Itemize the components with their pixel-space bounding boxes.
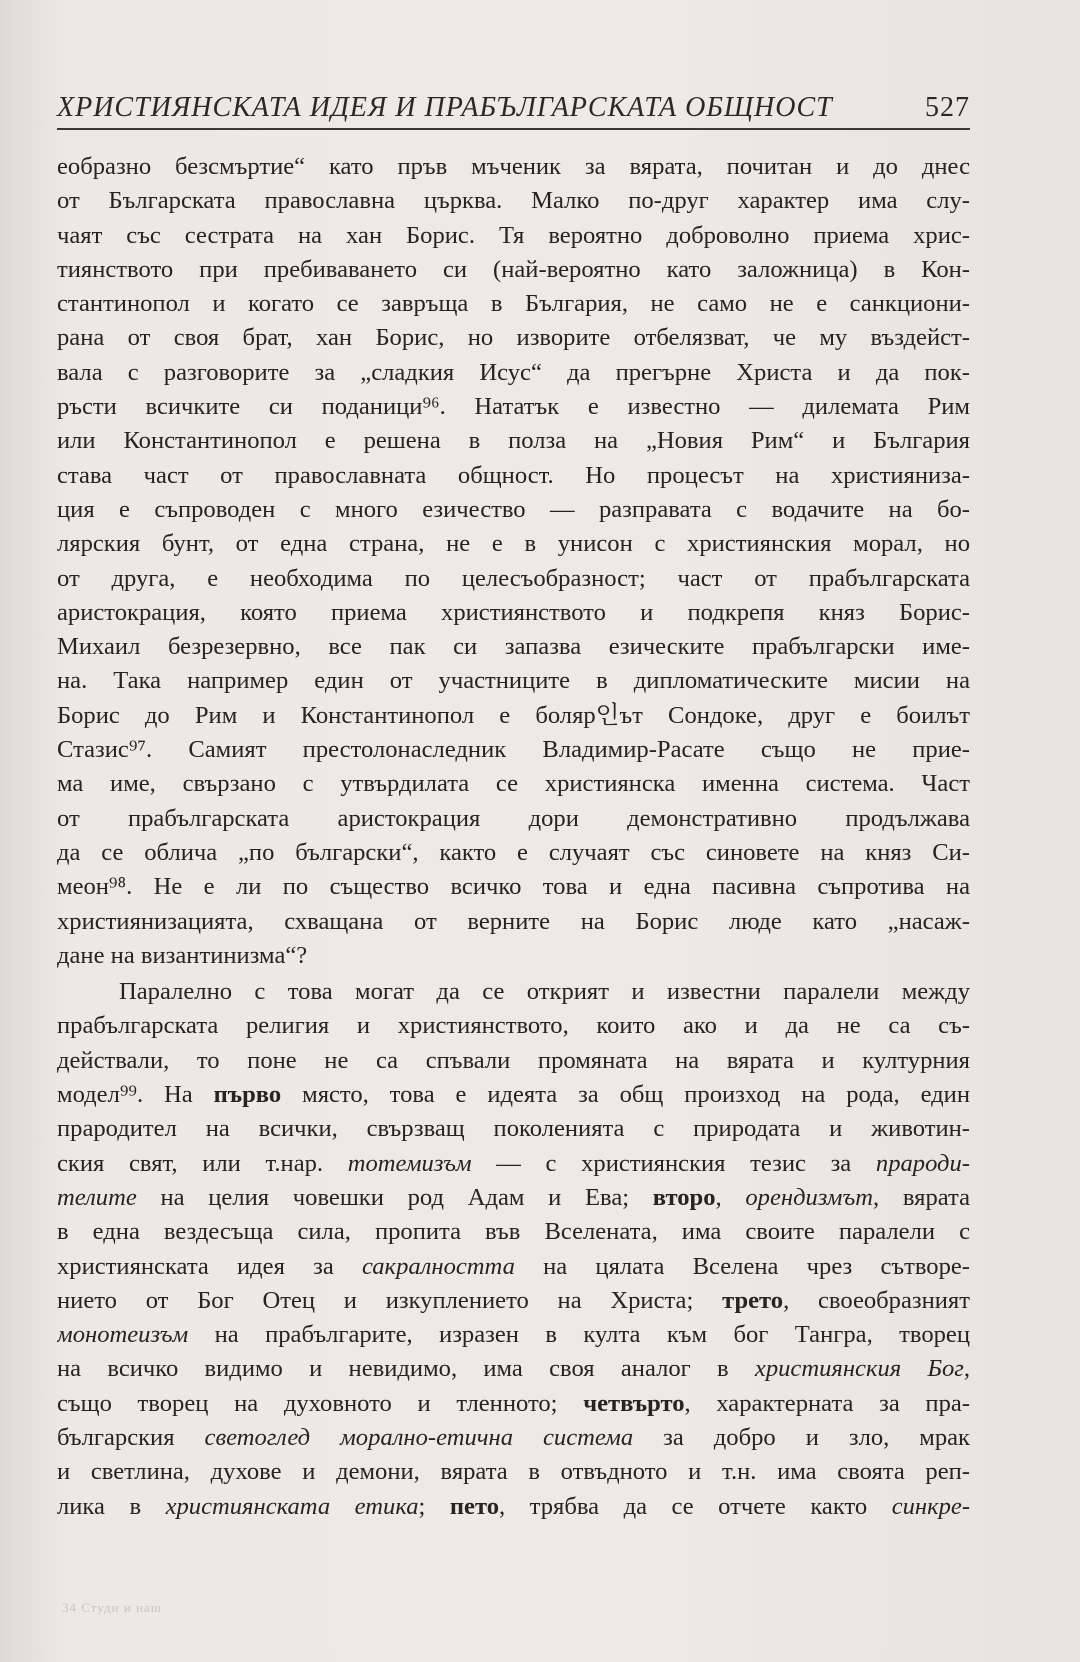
text-line: Паралелно с това могат да се открият и известни паралели между [119,978,970,1006]
text-line: дане на византинизма“? [57,941,308,969]
text-line: прабългарската религия и християнството, които ако и да не са съ- [57,1012,970,1040]
text-line: да се облича „по български“, както е случаят със синовете на княз Си- [57,838,970,866]
text-line: нието от Бог Отец и изкуплението на Христа; трето, своеобразният [57,1286,970,1314]
text-line: телите на целия човешки род Адам и Ева; второ, орендизмът, вярата [57,1183,970,1211]
page-number: 527 [925,92,970,123]
paragraph-1 [57,150,970,973]
text-line: монотеизъм на прабългарите, изразен в култа към бог Тангра, творец [57,1321,970,1349]
footer-signature-mark: 34 Студи и наш [62,1600,162,1615]
text-line: в една вездесъща сила, пропита във Вселената, има своите паралели с [57,1218,970,1246]
text-line: ма име, свързано с утвърдилата се християнска именна система. Част [57,770,970,798]
text-line: Борис до Рим и Константинопол е боляр인ът Сондоке, друг е боилът [57,701,970,729]
text-line: вала с разговорите за „сладкия Исус“ да прегърне Христа и да пок- [57,358,970,386]
body-text [57,150,970,1524]
text-line: или Константинопол е решена в полза на „Новия Рим“ и България [57,427,970,455]
text-line: аристокрация, която приема християнството и подкрепя княз Борис- [57,598,970,626]
text-line: стантинопол и когато се завръща в България, не само не е санкциони- [57,290,970,318]
text-line: действали, то поне не са спъвали промяната на вярата и културния [57,1046,970,1074]
text-line: тиянството при пребиваването си (най-вероятно като заложница) в Кон- [57,255,970,283]
text-line: българския светоглед морално-етична система за добро и зло, мрак [57,1423,970,1451]
text-line: модел⁹⁹. На първо място, това е идеята за общ произход на рода, един [57,1081,970,1109]
text-line: и светлина, духове и демони, вярата в отвъдното и т.н. има своята реп- [57,1458,970,1486]
text-line: от Българската православна църква. Малко по-друг характер има слу- [57,187,970,215]
text-line: също творец на духовното и тленното; четвърто, характерната за пра- [57,1389,970,1417]
text-line: ция е съпроводен с много езичество — разправата с водачите на бо- [57,495,970,523]
text-line: от прабългарската аристокрация дори демонстративно продължава [57,804,970,832]
text-line: лика в християнската етика; пето, трябва да се отчете както синкре- [57,1492,970,1520]
text-line: еобразно безсмъртие“ като пръв мъченик за вярата, почитан и до днес [57,153,970,180]
text-line: става част от православната общност. Но процесът на християниза- [57,461,970,489]
page-header [57,80,970,130]
text-line: от друга, е необходима по целесъобразност; част от прабългарската [57,564,970,592]
text-line: ския свят, или т.нар. тотемизъм — с християнския тезис за прароди- [57,1149,970,1177]
text-line: Стазис⁹⁷. Самият престолонаследник Владимир-Расате също не прие- [57,736,970,764]
text-line: на. Така например един от участниците в дипломатическите мисии на [57,667,970,695]
text-line: прародител на всички, свързващ поколенията с природата и животин- [57,1115,970,1143]
text-line: меон⁹⁸. Не е ли по същество всичко това и една пасивна съпротива на [57,873,970,901]
text-line: лярския бунт, от една страна, не е в унисон с християнския морал, но [57,530,970,558]
running-title: ХРИСТИЯНСКАТА ИДЕЯ И ПРАБЪЛГАРСКАТА ОБЩНОСТ [57,92,833,123]
text-line: чаят със сестрата на хан Борис. Тя вероятно доброволно приема хрис- [57,221,970,249]
text-line: на всичко видимо и невидимо, има своя аналог в християнския Бог, [57,1355,970,1383]
text-line: рана от своя брат, хан Борис, но изворите отбелязват, че му въздейст- [57,324,970,352]
text-line: християнската идея за сакралността на цялата Вселена чрез сътворе- [57,1252,970,1280]
text-line: ръсти всичките си поданици⁹⁶. Нататък е известно — дилемата Рим [57,393,970,421]
text-line: Михаил безрезервно, все пак си запазва езическите прабългарски име- [57,633,970,661]
paragraph-2 [57,975,970,1524]
text-line: християнизацията, схващана от верните на Борис люде като „насаж- [57,907,970,935]
